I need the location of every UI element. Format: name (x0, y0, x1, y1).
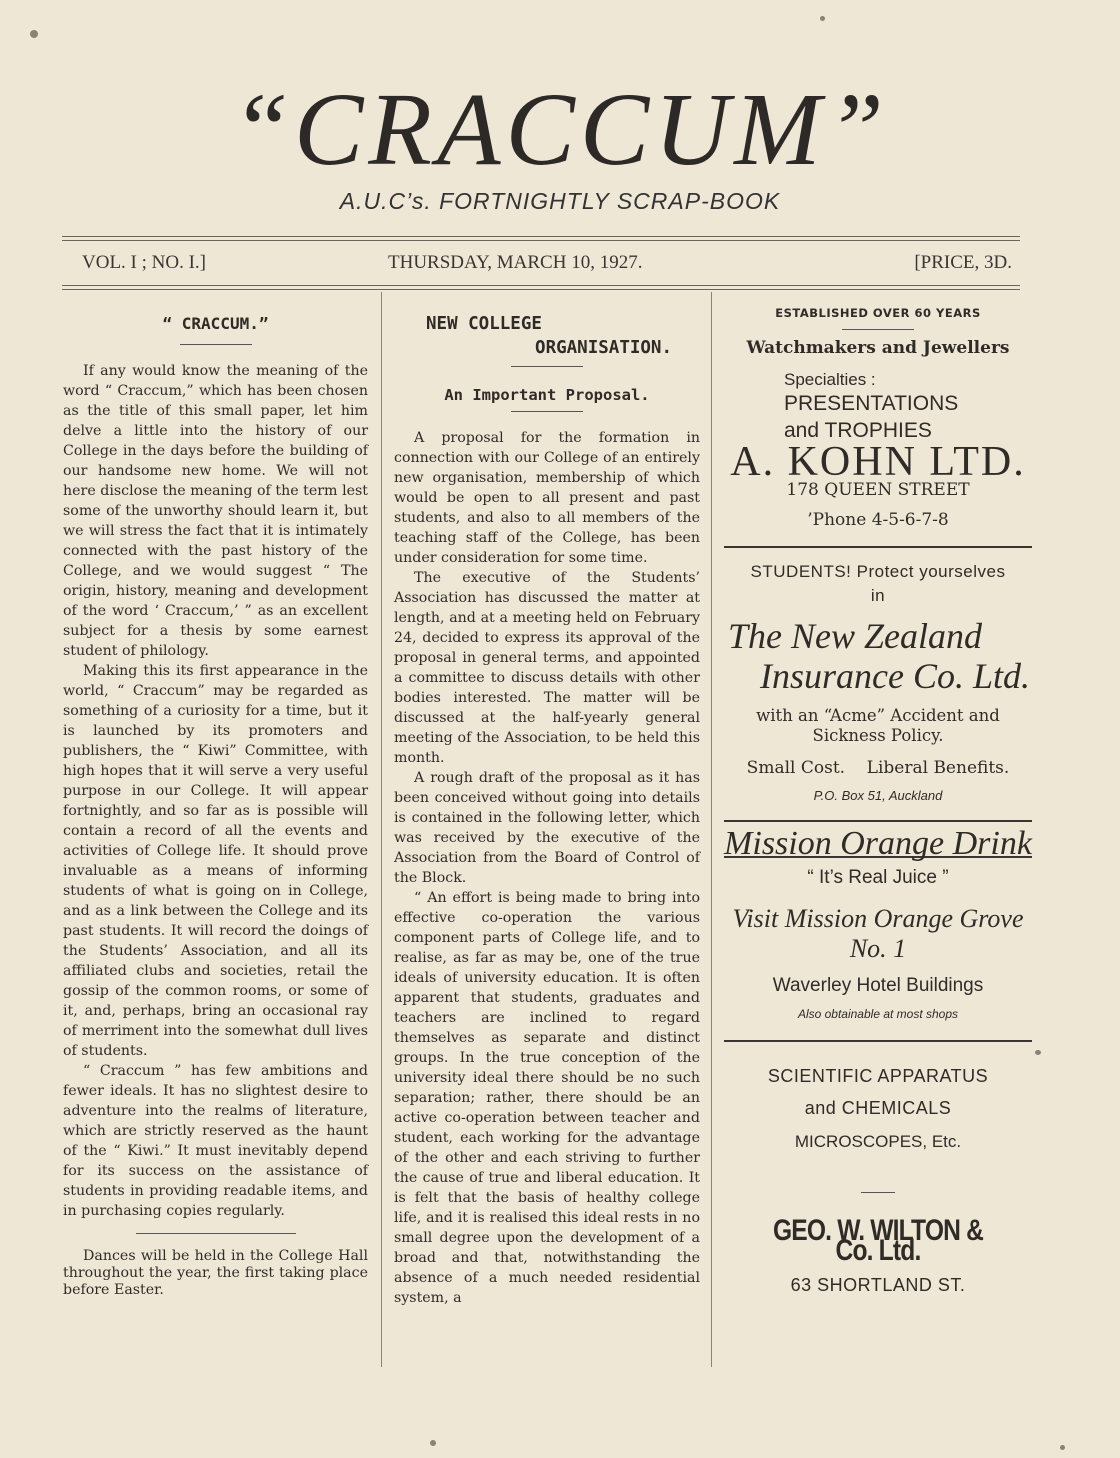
kohn-presentations: PRESENTATIONS (784, 392, 959, 415)
article-paragraph: A proposal for the formation in connection with our College of an entirely new organisation, membership of which would be open to all present and past students, and also to all members of the teaching staff of the College, has been under consideration for some time. (394, 430, 700, 566)
kohn-phone: ’Phone 4-5-6-7-8 (807, 510, 949, 530)
article-paragraph: Making this its first appearance in the world, “ Craccum” may be regarded as something of a curiosity for a time, but it is launched by its promoters and publishers, the “ Kiwi” Committee, with high hopes that it will serve a very useful purpose in our College. It will appear fortnightly, and so far as is possible will contain a record of all the events and activities of College life. It should prove invaluable as a means of informing students of what is going on in College, and as a link between the College and its past students. It will record the doings of the Students’ Association, and all its affiliated clubs and societies, retail the gossip of the common rooms, or some of it, and, perhaps, bring an occasional ray of merriment into the somewhat dull lives of students. (63, 663, 368, 1059)
masthead-subtitle: A.U.C’s. FORTNIGHTLY SCRAP-BOOK (339, 188, 781, 214)
paper-speck (820, 16, 825, 21)
wilton-address: 63 SHORTLAND ST. (790, 1275, 966, 1295)
mission-advertisement (724, 825, 1032, 1024)
wilton-line2: and CHEMICALS (804, 1098, 952, 1118)
paper-speck (430, 1440, 436, 1446)
paper-speck (1060, 1445, 1065, 1450)
price: [PRICE, 3D. (914, 252, 1012, 273)
kohn-address: 178 QUEEN STREET (786, 480, 970, 500)
heading-rule (511, 366, 583, 367)
wilton-advertisement (724, 1060, 1032, 1295)
article-heading (394, 312, 700, 360)
kohn-specialties: Specialties : (784, 370, 876, 389)
article-paragraph: A rough draft of the proposal as it has been conceived without going into details is contained in the following letter, which was received by the executive of the Association from the Board of Control of the Block. (394, 770, 700, 886)
top-rule-inner (62, 240, 1020, 241)
subheading-rule (511, 411, 583, 412)
ad-rule (842, 329, 914, 330)
mission-name: Mission Orange Drink (724, 825, 1032, 862)
ad-separator (724, 820, 1032, 822)
insurance-policy: with an “Acme” Accident and Sickness Policy. (756, 706, 1000, 745)
dateline-rule (62, 285, 1020, 286)
masthead-title: “CRACCUM” (231, 72, 889, 187)
ad-separator (724, 546, 1032, 548)
insurance-company-name (724, 616, 1032, 696)
article-paragraph: The executive of the Students’ Association has discussed the matter at length, and at a meeting held on February 24, decided to express its approval of the proposal in general terms, and appointed a committee to discuss details with other bodies interested. The matter will be discussed at the half-yearly general meeting of the Association, to be held this month. (394, 570, 700, 766)
mission-slogan: “ It’s Real Juice ” (807, 867, 949, 888)
kohn-trade: Watchmakers and Jewellers (746, 338, 1010, 358)
paper-speck (1035, 1050, 1041, 1055)
section-rule (136, 1233, 296, 1234)
article-paragraph: “ Craccum ” has few ambitions and fewer ideals. It has no slightest desire to adventure into the realms of literature, which are strictly reserved as the haunt of the “ Kiwi.” It must inevitably depend for its success on the assistance of students in providing readable items, and in purchasing copies regularly. (63, 1063, 368, 1219)
article-new-college-organisation (394, 312, 700, 1308)
wilton-name: GEO. W. WILTON & Co. Ltd. (772, 1214, 984, 1267)
heading-rule (180, 344, 252, 345)
kohn-name: A. KOHN LTD. (730, 439, 1026, 485)
paper-speck (30, 30, 38, 38)
insurance-box: P.O. Box 51, Auckland (813, 788, 943, 803)
insurance-advertisement (724, 560, 1032, 806)
kohn-established: ESTABLISHED OVER 60 YEARS (775, 306, 981, 320)
top-rule (62, 236, 1020, 237)
article-heading-line1: NEW COLLEGE (426, 314, 542, 334)
issue-date: THURSDAY, MARCH 10, 1927. (388, 252, 643, 273)
kohn-trophies: and TROPHIES (784, 419, 932, 442)
article-subheading: An Important Proposal. (444, 386, 650, 404)
insurance-line1: STUDENTS! Protect yourselves (750, 562, 1006, 581)
insurance-name-line2: Insurance Co. Ltd. (760, 656, 1030, 696)
ad-separator (724, 1040, 1032, 1042)
advertisements-column (724, 303, 1032, 1295)
article-craccum (63, 314, 368, 1299)
mission-location: Waverley Hotel Buildings (772, 975, 984, 996)
article-heading: “ CRACCUM.” (162, 314, 269, 333)
ad-dash (861, 1192, 895, 1193)
article-heading-line2: ORGANISATION. (535, 338, 672, 358)
volume-number: VOL. I ; NO. I.] (82, 252, 207, 273)
insurance-cost: Small Cost. Liberal Benefits. (746, 758, 1010, 778)
wilton-line3: MICROSCOPES, Etc. (794, 1132, 962, 1151)
insurance-line2: in (870, 586, 886, 605)
kohn-advertisement (724, 303, 1032, 530)
mission-visit-line1: Visit Mission Orange Grove (732, 904, 1024, 933)
article-paragraph: If any would know the meaning of the word “ Craccum,” which has been chosen as the title of this small paper, let him delve a little into the history of our College in the days before the building of our handsome new home. We will not here disclose the meaning of the term lest some of the unworthy should learn it, but we will stress the fact that it is intimately connected with the past history of the College, and we would suggest “ The origin, history, meaning and development of the word ‘ Craccum,’ ” as an excellent subject for a thesis by some earnest student of philology. (63, 363, 368, 659)
wilton-line1: SCIENTIFIC APPARATUS (767, 1066, 989, 1086)
column-divider-right (711, 292, 712, 1367)
column-divider-left (381, 292, 382, 1367)
insurance-name-line1: The New Zealand (728, 616, 983, 656)
dateline-rule-inner (62, 289, 1020, 290)
dances-notice: Dances will be held in the College Hall throughout the year, the first taking place before Easter. (63, 1248, 368, 1298)
mission-visit-line2: No. 1 (849, 934, 907, 963)
mission-also: Also obtainable at most shops (797, 1007, 959, 1021)
masthead (0, 72, 1120, 187)
article-paragraph: “ An effort is being made to bring into effective co-operation the various component parts of College life, and to realise, as far as may be, one of the true ideals of university education. It is often apparent that students, graduates and teachers are inclined to regard themselves as separate and distinct groups. In the true conception of the university ideal there should be no such separation; rather, there should be an active co-operation between teacher and student, each working for the advantage of the other and each striving to further the cause of true and liberal education. It is felt that the basis of healthy college life, and it is realised this ideal rests in no small degree upon the development of a broad and that, notwithstanding the absence of a much needed residential system, a (394, 890, 700, 1306)
